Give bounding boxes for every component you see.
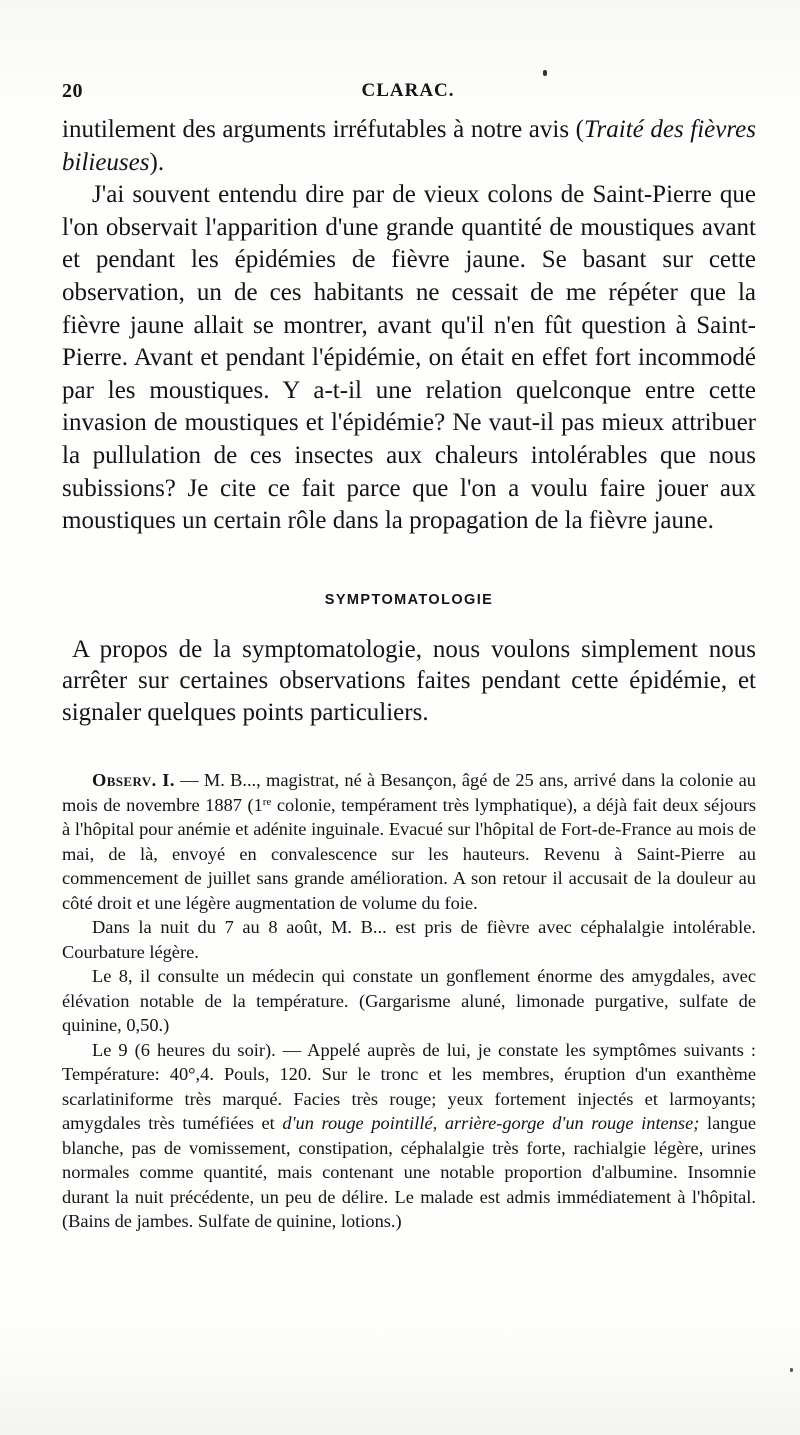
intro-paragraph: A propos de la symptomatologie, nous voulons simplement nous arrêter sur certaines observations faites pendant cette épidémie, et signaler quelques points particuliers. — [62, 635, 756, 726]
running-head — [62, 80, 754, 106]
italic-title: Traité des fièvres bilieuses — [62, 116, 756, 176]
paragraph-text: inutilement des arguments irréfutables à notre avis ( — [62, 116, 584, 143]
paragraph-text: ). — [149, 148, 165, 176]
section-heading: SYMPTOMATOLOGIE — [324, 591, 494, 608]
print-speck — [543, 70, 547, 76]
print-speck — [790, 1368, 793, 1372]
observation-text: langue blanche, pas de vomissement, constipation, céphalalgie très forte, rachialgie légère, urines normales comme quantité, mais contenant une notable proportion d'albumine. Insomnie durant la nuit précédente, un peu de délire. Le malade est admis immédiatement à l'hôpital. (Bains de jambes. Sulfate de quinine, lotions.) — [62, 1113, 756, 1232]
observation-paragraph — [62, 768, 756, 915]
paragraph-moustiques: J'ai souvent entendu dire par de vieux colons de Saint-Pierre que l'on observait l'apparition d'une grande quantité de moustiques avant et pendant les épidémies de fièvre jaune. Se basant sur cette observation, un de ces habitants ne cessait de me répéter que la fièvre jaune allait se montrer, avant qu'il n'en fût question à Saint-Pierre. Avant et pendant l'épidémie, on était en effet fort incommodé par les moustiques. Y a-t-il une relation quelconque entre cette invasion de moustiques et l'épidémie? Ne vaut-il pas mieux attribuer la pullulation de ces insectes aux chaleurs intolérables que nous subissions? Je cite ce fait parce que l'on a voulu faire jouer aux moustiques un certain rôle dans la propagation de la fièvre jaune. — [62, 181, 756, 535]
superscript: re — [262, 795, 272, 808]
observation-label: Observ. I. — [92, 770, 175, 791]
section-intro — [62, 634, 756, 729]
observation-text: — M. B..., magistrat, né à Besançon, âgé de 25 ans, arrivé dans la colonie au mois de novembre 1887 (1 — [62, 770, 756, 815]
observation-paragraph — [62, 1038, 756, 1234]
page-number: 20 — [62, 80, 83, 102]
page-content — [62, 114, 756, 1234]
observation-paragraph: Dans la nuit du 7 au 8 août, M. B... est pris de fièvre avec céphalalgie intolérable. Courbature légère. — [62, 917, 756, 962]
italic-text: d'un rouge pointillé, arrière-gorge d'un rouge intense; — [282, 1113, 700, 1134]
observation-paragraph: Le 8, il consulte un médecin qui constate un gonflement énorme des amygdales, avec élévation notable de la température. (Gargarisme aluné, limonade purgative, sulfate de quinine, 0,50.) — [62, 966, 756, 1036]
running-title: CLARAC. — [361, 80, 455, 101]
observation-block — [62, 768, 756, 1234]
observation-text: colonie, tempérament très lymphatique), a déjà fait deux séjours à l'hôpital pour anémie et adénite inguinale. Evacué sur l'hôpital de Fort-de-France au mois de mai, de là, envoyé en convalescence sur les hauteurs. Revenu à Saint-Pierre au commencement de juillet sans grande amélioration. A son retour il accusait de la douleur au côté droit et une légère augmentation de volume du foie. — [62, 794, 756, 913]
paragraph-continuation — [62, 114, 756, 179]
body-text — [62, 114, 756, 538]
observation-text: Le 9 (6 heures du soir). — Appelé auprès de lui, je constate les symptômes suivants : Température: 40°,4. Pouls, 120. Sur le tronc et les membres, éruption d'un exanthème scarlatiniforme très marqué. Facies très rouge; yeux fortement injectés et larmoyants; amygdales très tuméfiées et — [62, 1039, 756, 1134]
